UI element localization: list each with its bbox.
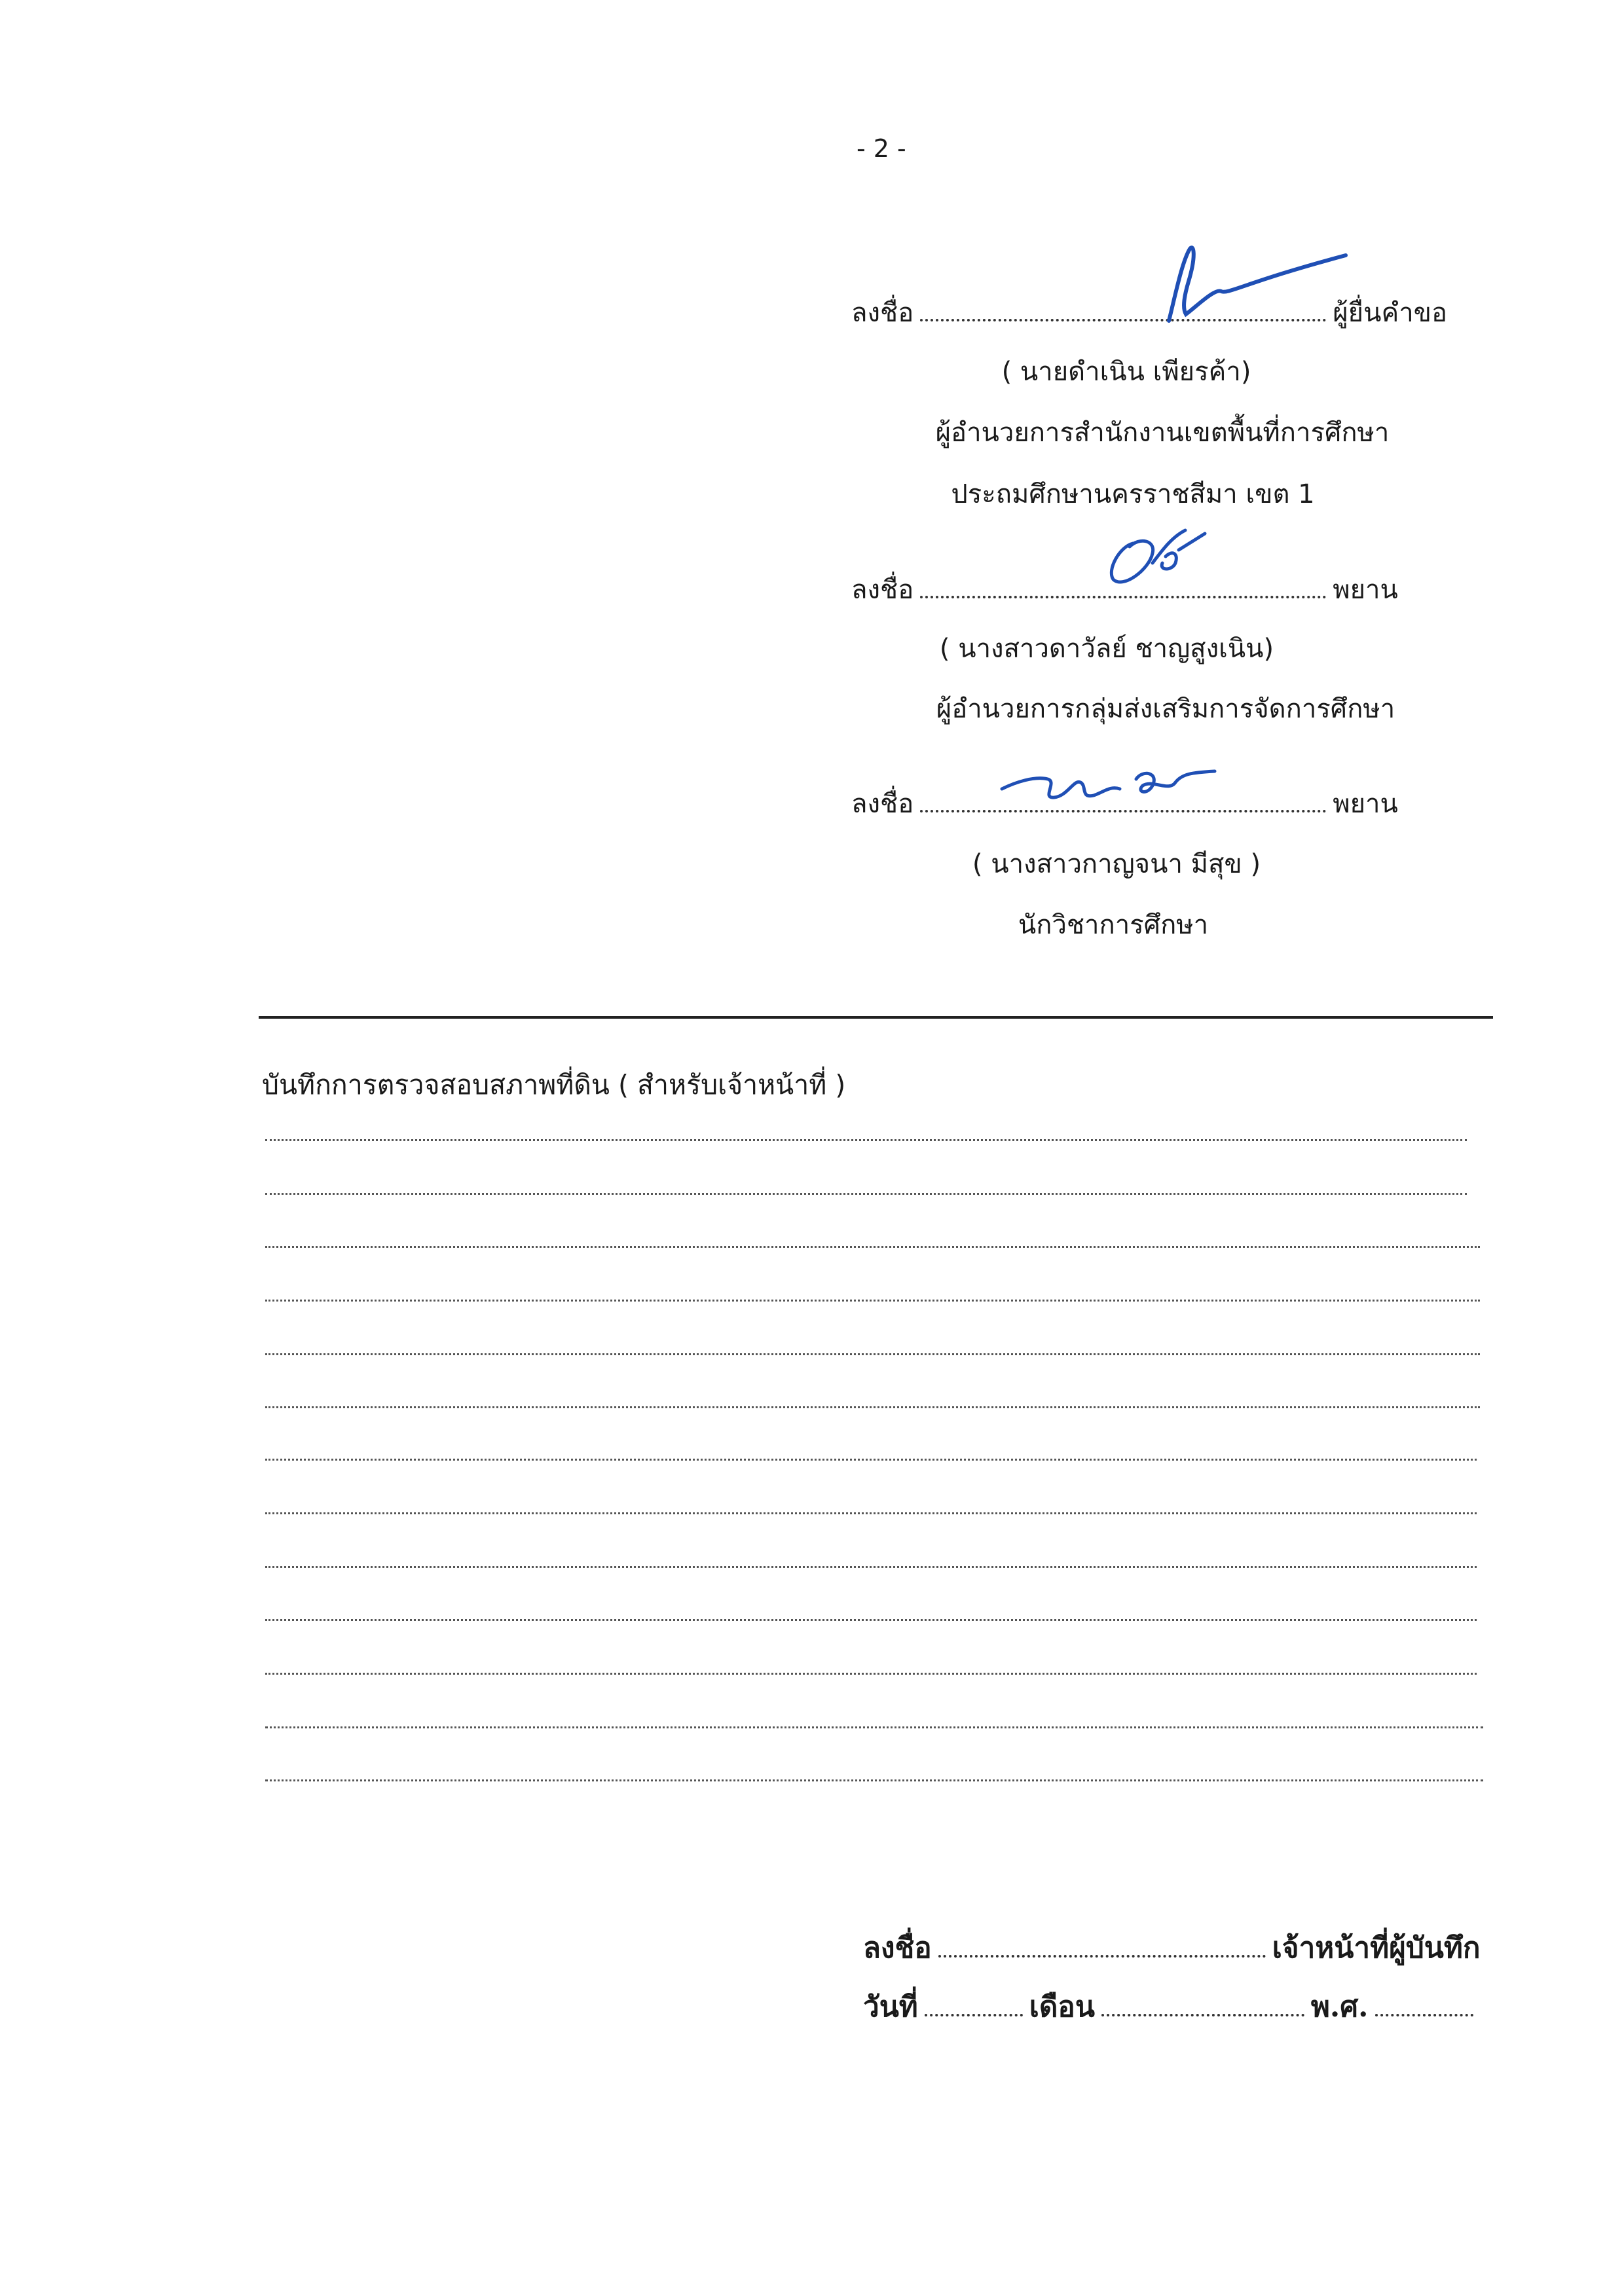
date-label: วันที่ (863, 1990, 918, 2024)
date-day-field[interactable] (925, 2014, 1023, 2016)
inspection-blank-line[interactable] (265, 1193, 1467, 1195)
signer-title: ผู้อำนวยการสำนักงานเขตพื้นที่การศึกษา (935, 418, 1390, 448)
handwritten-signature-1 (1156, 242, 1352, 327)
signer-name: ( นางสาวดาวัลย์ ชาญสูงเนิน) (939, 634, 1274, 664)
inspection-blank-line[interactable] (265, 1673, 1477, 1675)
signer-role: พยาน (1333, 575, 1398, 605)
signature-line-applicant (851, 291, 1447, 333)
signer-role: พยาน (1333, 789, 1398, 819)
handwritten-signature-2 (1094, 524, 1225, 596)
sign-label: ลงชื่อ (851, 789, 914, 819)
signer-name: ( นายดำเนิน เพียรค้า) (1001, 357, 1251, 387)
sign-label: ลงชื่อ (851, 575, 914, 605)
recorder-signature-line (863, 1925, 1481, 1971)
handwritten-signature-3 (995, 753, 1218, 812)
inspection-blank-line[interactable] (265, 1139, 1467, 1141)
sign-label: ลงชื่อ (851, 298, 914, 328)
inspection-blank-line[interactable] (265, 1246, 1480, 1248)
date-month-field[interactable] (1101, 2014, 1304, 2016)
date-year-field[interactable] (1375, 2014, 1473, 2016)
signer-name: ( นางสาวกาญจนา มีสุข ) (972, 849, 1261, 879)
signature-dotted-field (920, 596, 1326, 598)
inspection-section-title: บันทึกการตรวจสอบสภาพที่ดิน ( สำหรับเจ้าหน้าที่ ) (262, 1069, 846, 1101)
year-label: พ.ศ. (1310, 1990, 1369, 2024)
signer-title: นักวิชาการศึกษา (1018, 910, 1209, 940)
inspection-blank-line[interactable] (265, 1619, 1477, 1621)
recorder-signature-field[interactable] (938, 1955, 1266, 1958)
inspection-blank-line[interactable] (265, 1566, 1477, 1568)
inspection-blank-line[interactable] (265, 1726, 1483, 1728)
page-number: - 2 - (857, 134, 906, 163)
section-divider (259, 1016, 1493, 1019)
recorder-role: เจ้าหน้าที่ผู้บันทึก (1272, 1931, 1481, 1965)
signer-role: ผู้ยื่นคำขอ (1333, 298, 1448, 328)
recorder-date-line (863, 1984, 1480, 2030)
inspection-blank-line[interactable] (265, 1406, 1480, 1408)
month-label: เดือน (1029, 1990, 1095, 2024)
signer-title: ประถมศึกษานครราชสีมา เขต 1 (951, 479, 1315, 509)
inspection-blank-line[interactable] (265, 1779, 1483, 1781)
inspection-blank-line[interactable] (265, 1512, 1477, 1514)
inspection-blank-line[interactable] (265, 1300, 1480, 1302)
sign-label: ลงชื่อ (863, 1931, 932, 1965)
signer-title: ผู้อำนวยการกลุ่มส่งเสริมการจัดการศึกษา (936, 694, 1395, 724)
inspection-blank-line[interactable] (265, 1459, 1477, 1461)
inspection-blank-line[interactable] (265, 1353, 1480, 1355)
